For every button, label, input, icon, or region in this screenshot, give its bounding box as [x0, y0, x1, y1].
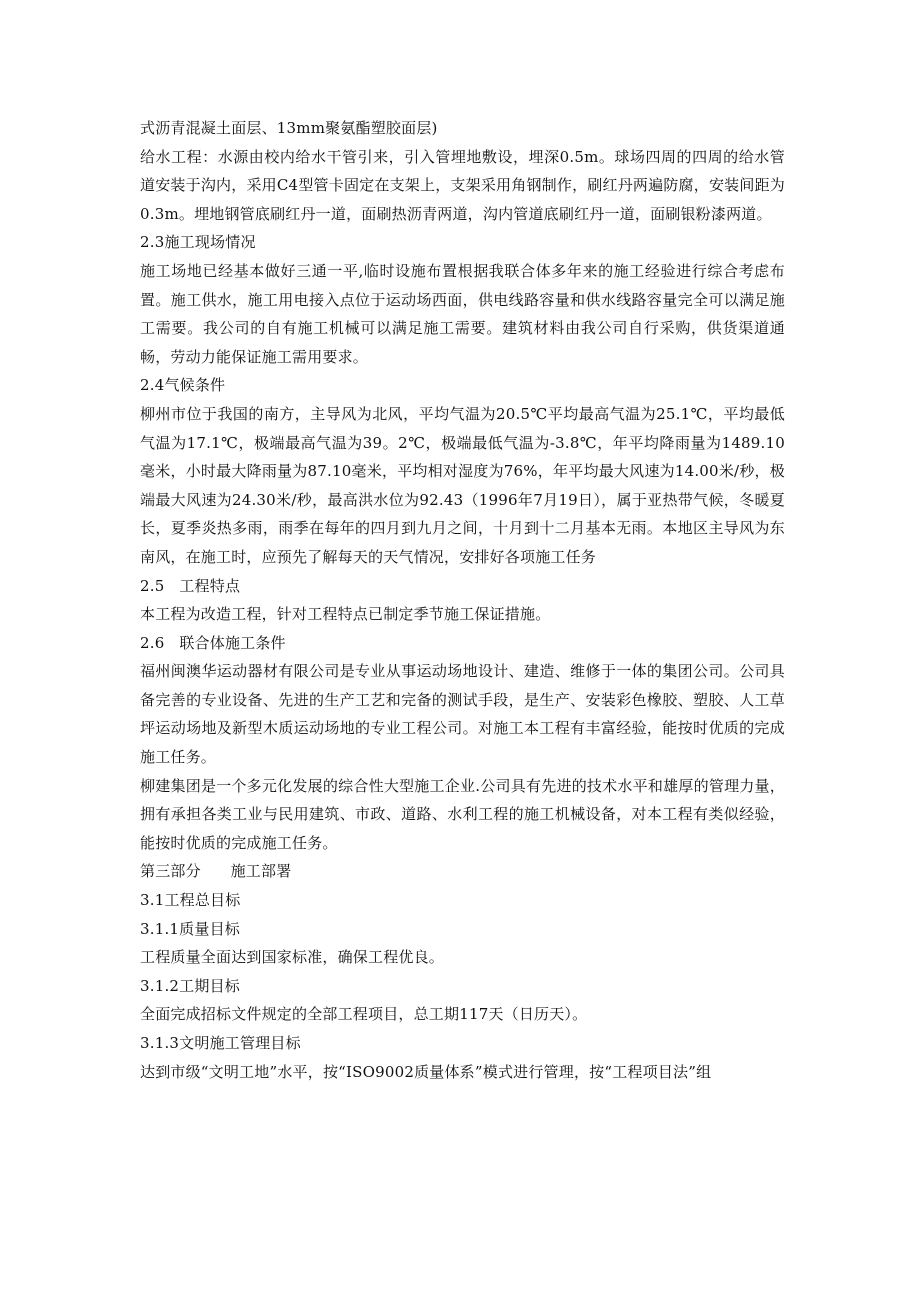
paragraph-schedule-target: 全面完成招标文件规定的全部工程项目，总工期117天（日历天）。 [140, 1005, 588, 1024]
heading-3-1-3: 3.1.3文明施工管理目标 [140, 1034, 301, 1052]
paragraph-climate: 柳州市位于我国的南方，主导风为北风，平均气温为20.5℃平均最高气温为25.1℃，平均最低气温为17.1℃，极端最高气温为39。2℃，极端最低气温为-3.8℃，年平均降雨量为1489.10毫米，小时最大降雨量为87.10毫米，平均相对湿度为76%，年平均最大风速为14.00米/秒，极端最大风速为24.30米/秒，最高洪水位为92.43（1996年7月19日），属于亚热带气候，冬暖夏长，夏季炎热多雨，雨季在每年的四月到九月之间，十月到十二月基本无雨。本地区主导风为东南风，在施工时，应预先了解每天的天气情况，安排好各项施工任务 [140, 404, 785, 566]
heading-2-5: 2.5 工程特点 [140, 576, 241, 595]
paragraph-project-features: 本工程为改造工程，针对工程特点已制定季节施工保证措施。 [140, 605, 551, 624]
heading-3-1-1: 3.1.1质量目标 [140, 919, 240, 938]
paragraph-quality-target: 工程质量全面达到国家标准，确保工程优良。 [140, 948, 445, 967]
paragraph-company-liujian: 柳建集团是一个多元化发展的综合性大型施工企业.公司具有先进的技术水平和雄厚的管理力量，拥有承担各类工业与民用建筑、市政、道路、水利工程的施工机械设备，对本工程有类似经验，能按时优质的完成施工任务。 [140, 776, 785, 852]
heading-2-3: 2.3施工现场情况 [140, 233, 256, 252]
paragraph-water-supply: 给水工程：水源由校内给水干管引来，引入管埋地敷设，埋深0.5m。球场四周的四周的给水管道安装于沟内，采用C4型管卡固定在支架上，支架采用角钢制作，刷红丹两遍防腐，安装间距为0.3m。埋地钢管底刷红丹一道，面刷热沥青两道，沟内管道底刷红丹一道，面刷银粉漆两道。 [140, 147, 785, 223]
heading-3-1: 3.1工程总目标 [140, 891, 241, 910]
heading-3-1-2: 3.1.2工期目标 [140, 976, 240, 995]
paragraph-surface-layer: 式沥青混凝土面层、13mm聚氨酯塑胶面层) [140, 119, 438, 137]
paragraph-site-conditions: 施工场地已经基本做好三通一平,临时设施布置根据我联合体多年来的施工经验进行综合考虑布置。施工供水，施工用电接入点位于运动场西面，供电线路容量和供水线路容量完全可以满足施工需要。我公司的自有施工机械可以满足施工需要。建筑材料由我公司自行采购，供货渠道通畅，劳动力能保证施工需用要求。 [140, 261, 785, 366]
heading-2-6: 2.6 联合体施工条件 [140, 633, 286, 652]
document-page [140, 114, 785, 1086]
paragraph-company-fuzhou: 福州闽澳华运动器材有限公司是专业从事运动场地设计、建造、维修于一体的集团公司。公司具备完善的专业设备、先进的生产工艺和完备的测试手段，是生产、安装彩色橡胶、塑胶、人工草坪运动场地及新型木质运动场地的专业工程公司。对施工本工程有丰富经验，能按时优质的完成施工任务。 [140, 662, 785, 767]
paragraph-civilized-construction: 达到市级“文明工地”水平，按“ISO9002质量体系”模式进行管理，按“工程项目法”组 [140, 1062, 712, 1081]
heading-2-4: 2.4气候条件 [140, 376, 226, 395]
heading-part-3: 第三部分 施工部署 [140, 862, 292, 881]
